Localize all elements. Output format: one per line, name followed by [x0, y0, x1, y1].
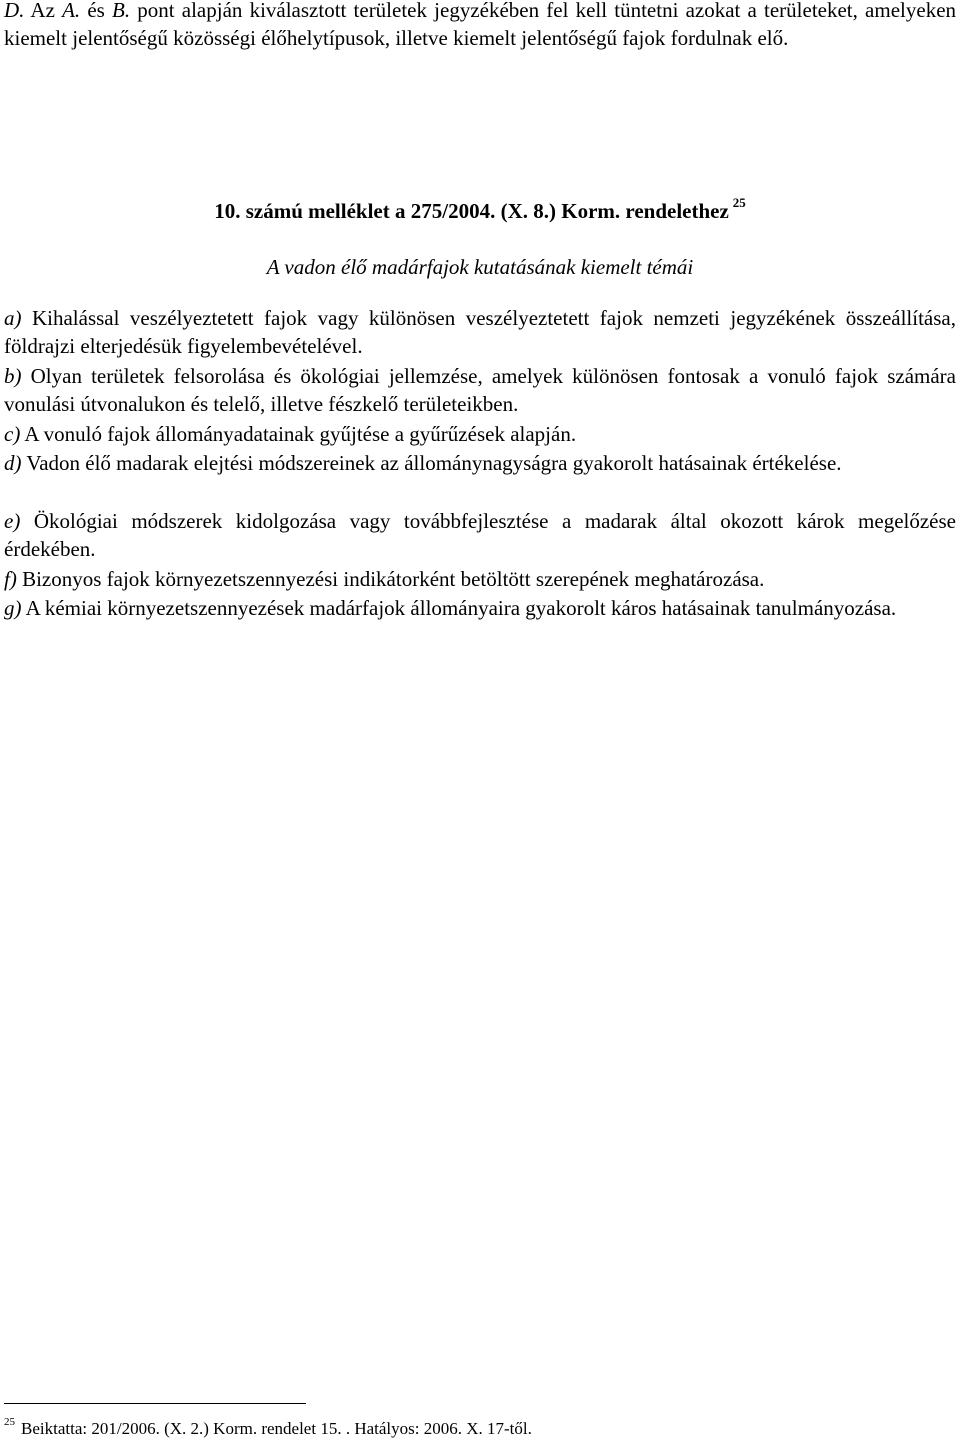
list-item-label: f): [4, 567, 17, 591]
annex-title-text: 10. számú melléklet a 275/2004. (X. 8.) Korm. rendelethez: [214, 199, 729, 223]
footnote-reference[interactable]: 25: [732, 195, 746, 210]
list-item-label: d): [4, 451, 22, 475]
list-item-label: e): [4, 509, 21, 533]
intro-label-d: D.: [4, 0, 25, 22]
list-item: [4, 304, 956, 360]
list-item-text: Kihalással veszélyeztetett fajok vagy különösen veszélyeztetett fajok nemzeti jegyzékének összeállítása, földrajzi elterjedésük figyelembevételével.: [4, 306, 956, 358]
annex-title: [0, 197, 960, 225]
list-item-text: Olyan területek felsorolása és ökológiai jellemzése, amelyek különösen fontosak a vonuló fajok számára vonulási útvonalukon és telelő, illetve fészkelő területeikben.: [4, 364, 956, 416]
list-item: [4, 507, 956, 563]
list-item: [4, 449, 956, 477]
footnote-divider: [4, 1403, 306, 1404]
footnote: [4, 1417, 532, 1441]
intro-text-es: és: [80, 0, 113, 22]
annex-subtitle: A vadon élő madárfajok kutatásának kiemelt témái: [266, 255, 694, 279]
footnote-text: Beiktatta: 201/2006. (X. 2.) Korm. rendelet 15. . Hatályos: 2006. X. 17-től.: [21, 1419, 532, 1438]
list-item-text: A vonuló fajok állományadatainak gyűjtése a gyűrűzések alapján.: [20, 422, 577, 446]
list-item-text: A kémiai környezetszennyezések madárfajok állományaira gyakorolt káros hatásainak tanulmányozása.: [21, 596, 897, 620]
footnote-number: 25: [4, 1416, 15, 1428]
list-item-text: Bizonyos fajok környezetszennyezési indikátorként betöltött szerepének meghatározása.: [16, 567, 765, 591]
list-item-text: Ökológiai módszerek kidolgozása vagy továbbfejlesztése a madarak által okozott károk megelőzése érdekében.: [4, 509, 956, 561]
list-item-label: b): [4, 364, 22, 388]
list-item-text: Vadon élő madarak elejtési módszereinek az állománynagyságra gyakorolt hatásainak értékelése.: [21, 451, 842, 475]
intro-text-rest: pont alapján kiválasztott területek jegyzékében fel kell tüntetni azokat a területeket, amelyeken kiemelt jelentőségű közösségi élőhelytípusok, illetve kiemelt jelentőségű fajok fordulnak elő.: [4, 0, 957, 50]
intro-paragraph: [4, 0, 956, 52]
list-item: [4, 565, 956, 593]
list-item-label: g): [4, 596, 22, 620]
intro-text-az: Az: [24, 0, 63, 22]
list-item: [4, 420, 956, 448]
list-item-label: a): [4, 306, 22, 330]
intro-label-a: A.: [62, 0, 81, 22]
list-item: [4, 362, 956, 418]
list-item: [4, 594, 956, 622]
intro-label-b: B.: [112, 0, 131, 22]
list-item-label: c): [4, 422, 21, 446]
